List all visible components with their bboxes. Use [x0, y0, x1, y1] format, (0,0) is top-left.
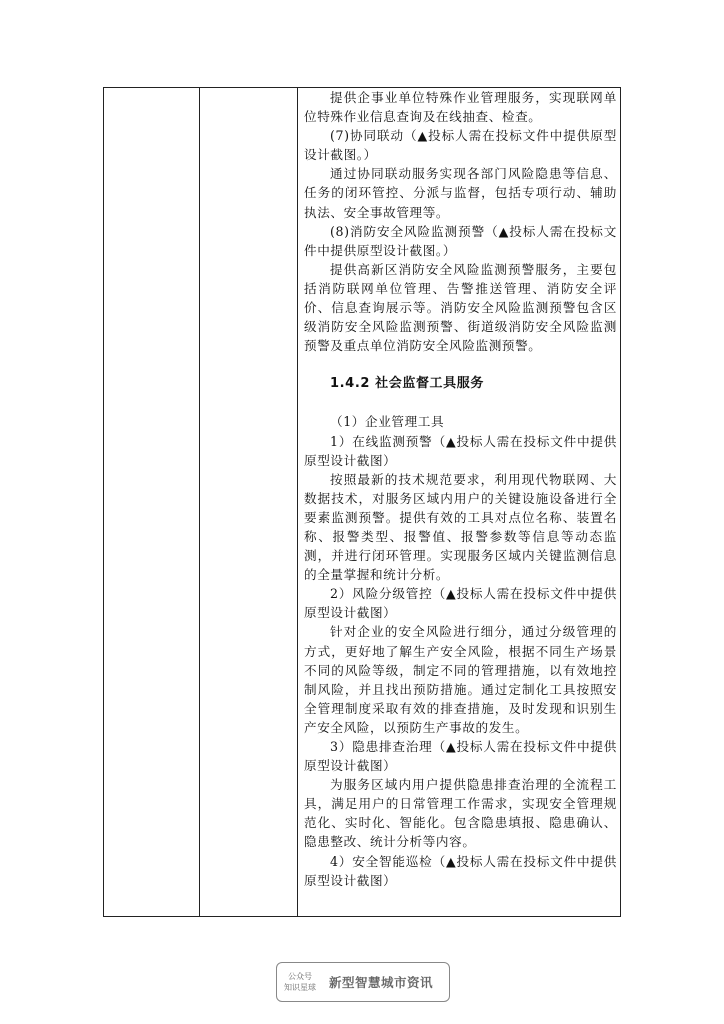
- paragraph: 按照最新的技术规范要求，利用现代物联网、大数据技术，对服务区域内用户的关键设施设备进行全要素监测预警。提供有效的工具对点位名称、装置名称、报警类型、报警值、报警参数等信息等动态监测，并进行闭环管理。实现服务区域内关键监测信息的全量掌握和统计分析。: [304, 471, 617, 583]
- paragraph: 提供企事业单位特殊作业管理服务，实现联网单位特殊作业信息查询及在线抽查、检查。: [304, 90, 617, 125]
- watermark-line-2: 知识星球: [284, 983, 316, 992]
- paragraph: 针对企业的安全风险进行细分，通过分级管理的方式，更好地了解生产安全风险，根据不同生产场景不同的风险等级，制定不同的管理措施，以有效地控制风险，并且找出预防措施。通过定制化工具按照安全管理制度采取有效的排查措施，及时发现和识别生产安全风险，以预防生产事故的发生。: [304, 624, 617, 735]
- paragraph: 1）在线监测预警（▲投标人需在投标文件中提供原型设计截图）: [304, 433, 617, 468]
- paragraph: （1）企业管理工具: [330, 414, 445, 430]
- paragraph: 提供高新区消防安全风险监测预警服务，主要包括消防联网单位管理、告警推送管理、消防安全评价、信息查询展示等。消防安全风险监测预警包含区级消防安全风险监测预警、街道级消防安全风险监测预警及重点单位消防安全风险监测预警。: [304, 261, 617, 354]
- paragraph: (8)消防安全风险监测预警（▲投标人需在投标文件中提供原型设计截图。）: [304, 223, 617, 258]
- paragraph: 为服务区域内用户提供隐患排查治理的全流程工具，满足用户的日常管理工作需求，实现安全管理规范化、实时化、智能化。包含隐患填报、隐患确认、隐患整改、统计分析等内容。: [304, 777, 617, 850]
- table-column-divider: [199, 88, 200, 916]
- watermark-badge: [276, 962, 450, 1002]
- paragraph: 2）风险分级管控（▲投标人需在投标文件中提供原型设计截图）: [304, 586, 617, 621]
- paragraph: 通过协同联动服务实现各部门风险隐患等信息、任务的闭环管控、分派与监督，包括专项行动、辅助执法、安全事故管理等。: [304, 166, 617, 220]
- watermark-title: 新型智慧城市资讯: [329, 975, 434, 990]
- watermark-line-1: 公众号: [288, 972, 312, 981]
- table-column-divider: [297, 88, 298, 916]
- paragraph: 4）安全智能巡检（▲投标人需在投标文件中提供原型设计截图）: [304, 853, 617, 888]
- paragraph: (7)协同联动（▲投标人需在投标文件中提供原型设计截图。）: [304, 128, 617, 163]
- section-heading: 1.4.2 社会监督工具服务: [330, 376, 484, 392]
- table-content-cell: [304, 88, 617, 890]
- watermark-source: [277, 971, 323, 993]
- document-table: [103, 87, 621, 917]
- paragraph: 3）隐患排查治理（▲投标人需在投标文件中提供原型设计截图）: [304, 739, 617, 774]
